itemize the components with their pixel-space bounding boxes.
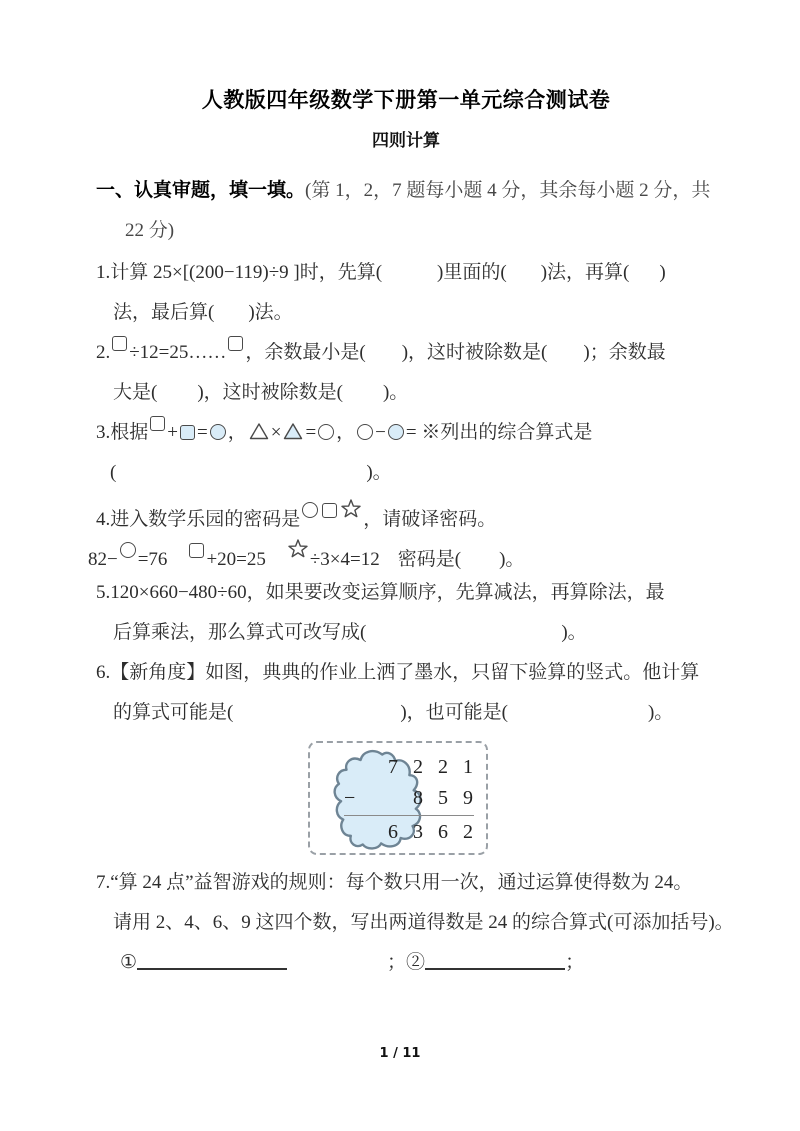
text-run: = — [196, 422, 208, 443]
text-run: 请用 2、4、6、9 这四个数，写出两道得数是 24 的综合算式(可添加括号)。 — [113, 912, 734, 933]
square-icon — [189, 543, 204, 558]
subtrahend-row — [344, 783, 474, 814]
text-run: 密码是( — [397, 549, 462, 570]
spacer — [214, 317, 248, 318]
question-2 — [96, 333, 716, 413]
text-run: = — [305, 422, 317, 443]
text-line — [96, 863, 716, 903]
spacer — [629, 277, 659, 278]
page-subtitle: 四则计算 — [372, 131, 440, 150]
question-list — [88, 253, 734, 983]
text-run: )，也可能是( — [400, 702, 508, 723]
circle-icon — [318, 424, 334, 440]
text-run: =76 — [137, 549, 168, 570]
question-6 — [96, 653, 716, 733]
text-run: 82− — [88, 549, 118, 570]
text-line — [113, 293, 716, 333]
text-line — [96, 653, 716, 693]
spacer — [287, 967, 387, 968]
text-run: ， — [227, 422, 247, 443]
page-number: 1 / 11 — [379, 1046, 421, 1061]
ink-blot-figure — [308, 741, 488, 855]
text-run: − — [375, 422, 386, 443]
spacer — [366, 637, 561, 638]
text-run: ，余数最小是( — [245, 342, 366, 363]
text-run: 7.“算 24 点”益智游戏的规则：每个数只用一次，通过运算使得数为 24。 — [96, 872, 693, 893]
text-run: ① — [120, 952, 138, 973]
star-icon — [288, 533, 308, 573]
text-run: 法，最后算( — [113, 302, 215, 323]
text-run: )，这时被除数是( — [401, 342, 548, 363]
text-run: )；余数最 — [583, 342, 666, 363]
text-run: ( — [110, 462, 117, 483]
circle-icon-filled — [210, 424, 226, 440]
text-run: ÷3×4=12 — [309, 549, 380, 570]
minus-sign: − — [344, 787, 357, 809]
text-run: )里面的( — [437, 262, 507, 283]
square-icon — [150, 416, 165, 431]
text-line — [113, 373, 716, 413]
text-run: )。 — [499, 549, 525, 570]
text-run: + — [167, 422, 178, 443]
square-icon — [228, 336, 243, 351]
text-run: )，这时被除数是( — [197, 382, 343, 403]
text-run: +20=25 — [206, 549, 266, 570]
page-title: 人教版四年级数学下册第一单元综合测试卷 — [201, 89, 611, 112]
circle-icon — [302, 502, 318, 518]
question-5 — [96, 573, 716, 653]
section-one-heading — [96, 171, 716, 251]
subtrahend-digits: 8 5 9 — [413, 787, 474, 809]
text-run: )。 — [647, 702, 674, 723]
text-run: 22 分) — [125, 220, 175, 241]
spacer — [343, 397, 383, 398]
text-line — [120, 943, 716, 983]
text-line — [113, 613, 716, 653]
text-run: 1.计算 25×[(200−119)÷9 ]时，先算( — [96, 262, 383, 283]
spacer — [266, 564, 286, 565]
spacer — [380, 564, 398, 565]
text-run: )。 — [366, 462, 392, 483]
text-line — [88, 533, 716, 573]
text-run: ；② — [387, 952, 426, 973]
circle-icon — [120, 542, 136, 558]
equals-line — [344, 815, 474, 816]
spacer — [461, 564, 499, 565]
text-run: 的算式可能是( — [113, 702, 234, 723]
text-run: 3.根据 — [96, 422, 149, 443]
text-line — [96, 333, 716, 373]
spacer — [116, 477, 366, 478]
square-icon — [112, 336, 127, 351]
text-line — [113, 903, 734, 943]
text-run: )。 — [561, 622, 587, 643]
text-run: 大是( — [113, 382, 158, 403]
text-line — [96, 573, 716, 613]
star-icon — [341, 493, 361, 533]
text-line — [125, 211, 716, 251]
vertical-subtraction — [344, 752, 474, 848]
text-run: ) — [659, 262, 666, 283]
text-run: )法，再算( — [540, 262, 630, 283]
text-run: 6.【新角度】如图，典典的作业上洒了墨水，只留下验算的竖式。他计算 — [96, 662, 700, 683]
minuend-row: 7 2 2 1 — [388, 756, 474, 778]
answer-blank — [425, 953, 565, 970]
text-line — [113, 693, 716, 733]
answer-blank — [137, 953, 287, 970]
square-icon — [322, 503, 337, 518]
text-run: )法。 — [248, 302, 293, 323]
text-line — [96, 171, 716, 211]
text-run: 2. — [96, 342, 111, 363]
question-3 — [96, 413, 716, 493]
question-4 — [88, 493, 716, 573]
text-line — [110, 453, 716, 493]
spacer — [382, 277, 437, 278]
heading-text: 一、认真审题，填一填。 — [96, 180, 306, 201]
square-icon-filled — [180, 425, 195, 440]
text-run: ，请破译密码。 — [363, 509, 497, 530]
difference-row: 6 3 6 2 — [388, 821, 474, 843]
text-run: 后算乘法，那么算式可改写成( — [113, 622, 367, 643]
spacer — [547, 357, 583, 358]
spacer — [167, 564, 187, 565]
text-run: 5.120×660−480÷60，如果要改变运算顺序，先算减法，再算除法，最 — [96, 582, 665, 603]
spacer — [233, 717, 400, 718]
text-line — [96, 493, 716, 533]
text-run: ， — [336, 422, 356, 443]
triangle-icon — [249, 416, 269, 456]
question-7 — [96, 863, 734, 983]
triangle-icon-filled — [283, 416, 303, 456]
text-run: = ※列出的综合算式是 — [405, 422, 593, 443]
text-run: 4.进入数学乐园的密码是 — [96, 509, 301, 530]
spacer — [507, 277, 541, 278]
circle-icon — [357, 424, 373, 440]
text-run: ÷12=25…… — [129, 342, 227, 363]
spacer — [157, 397, 197, 398]
text-run: )。 — [382, 382, 409, 403]
text-line — [96, 413, 716, 453]
text-run: (第 1，2，7 题每小题 4 分，其余每小题 2 分，共 — [305, 180, 711, 201]
text-run: ； — [565, 952, 585, 973]
spacer — [508, 717, 648, 718]
spacer — [366, 357, 402, 358]
circle-icon-filled — [388, 424, 404, 440]
text-line — [96, 253, 716, 293]
question-1 — [96, 253, 716, 333]
text-run: × — [270, 422, 282, 443]
